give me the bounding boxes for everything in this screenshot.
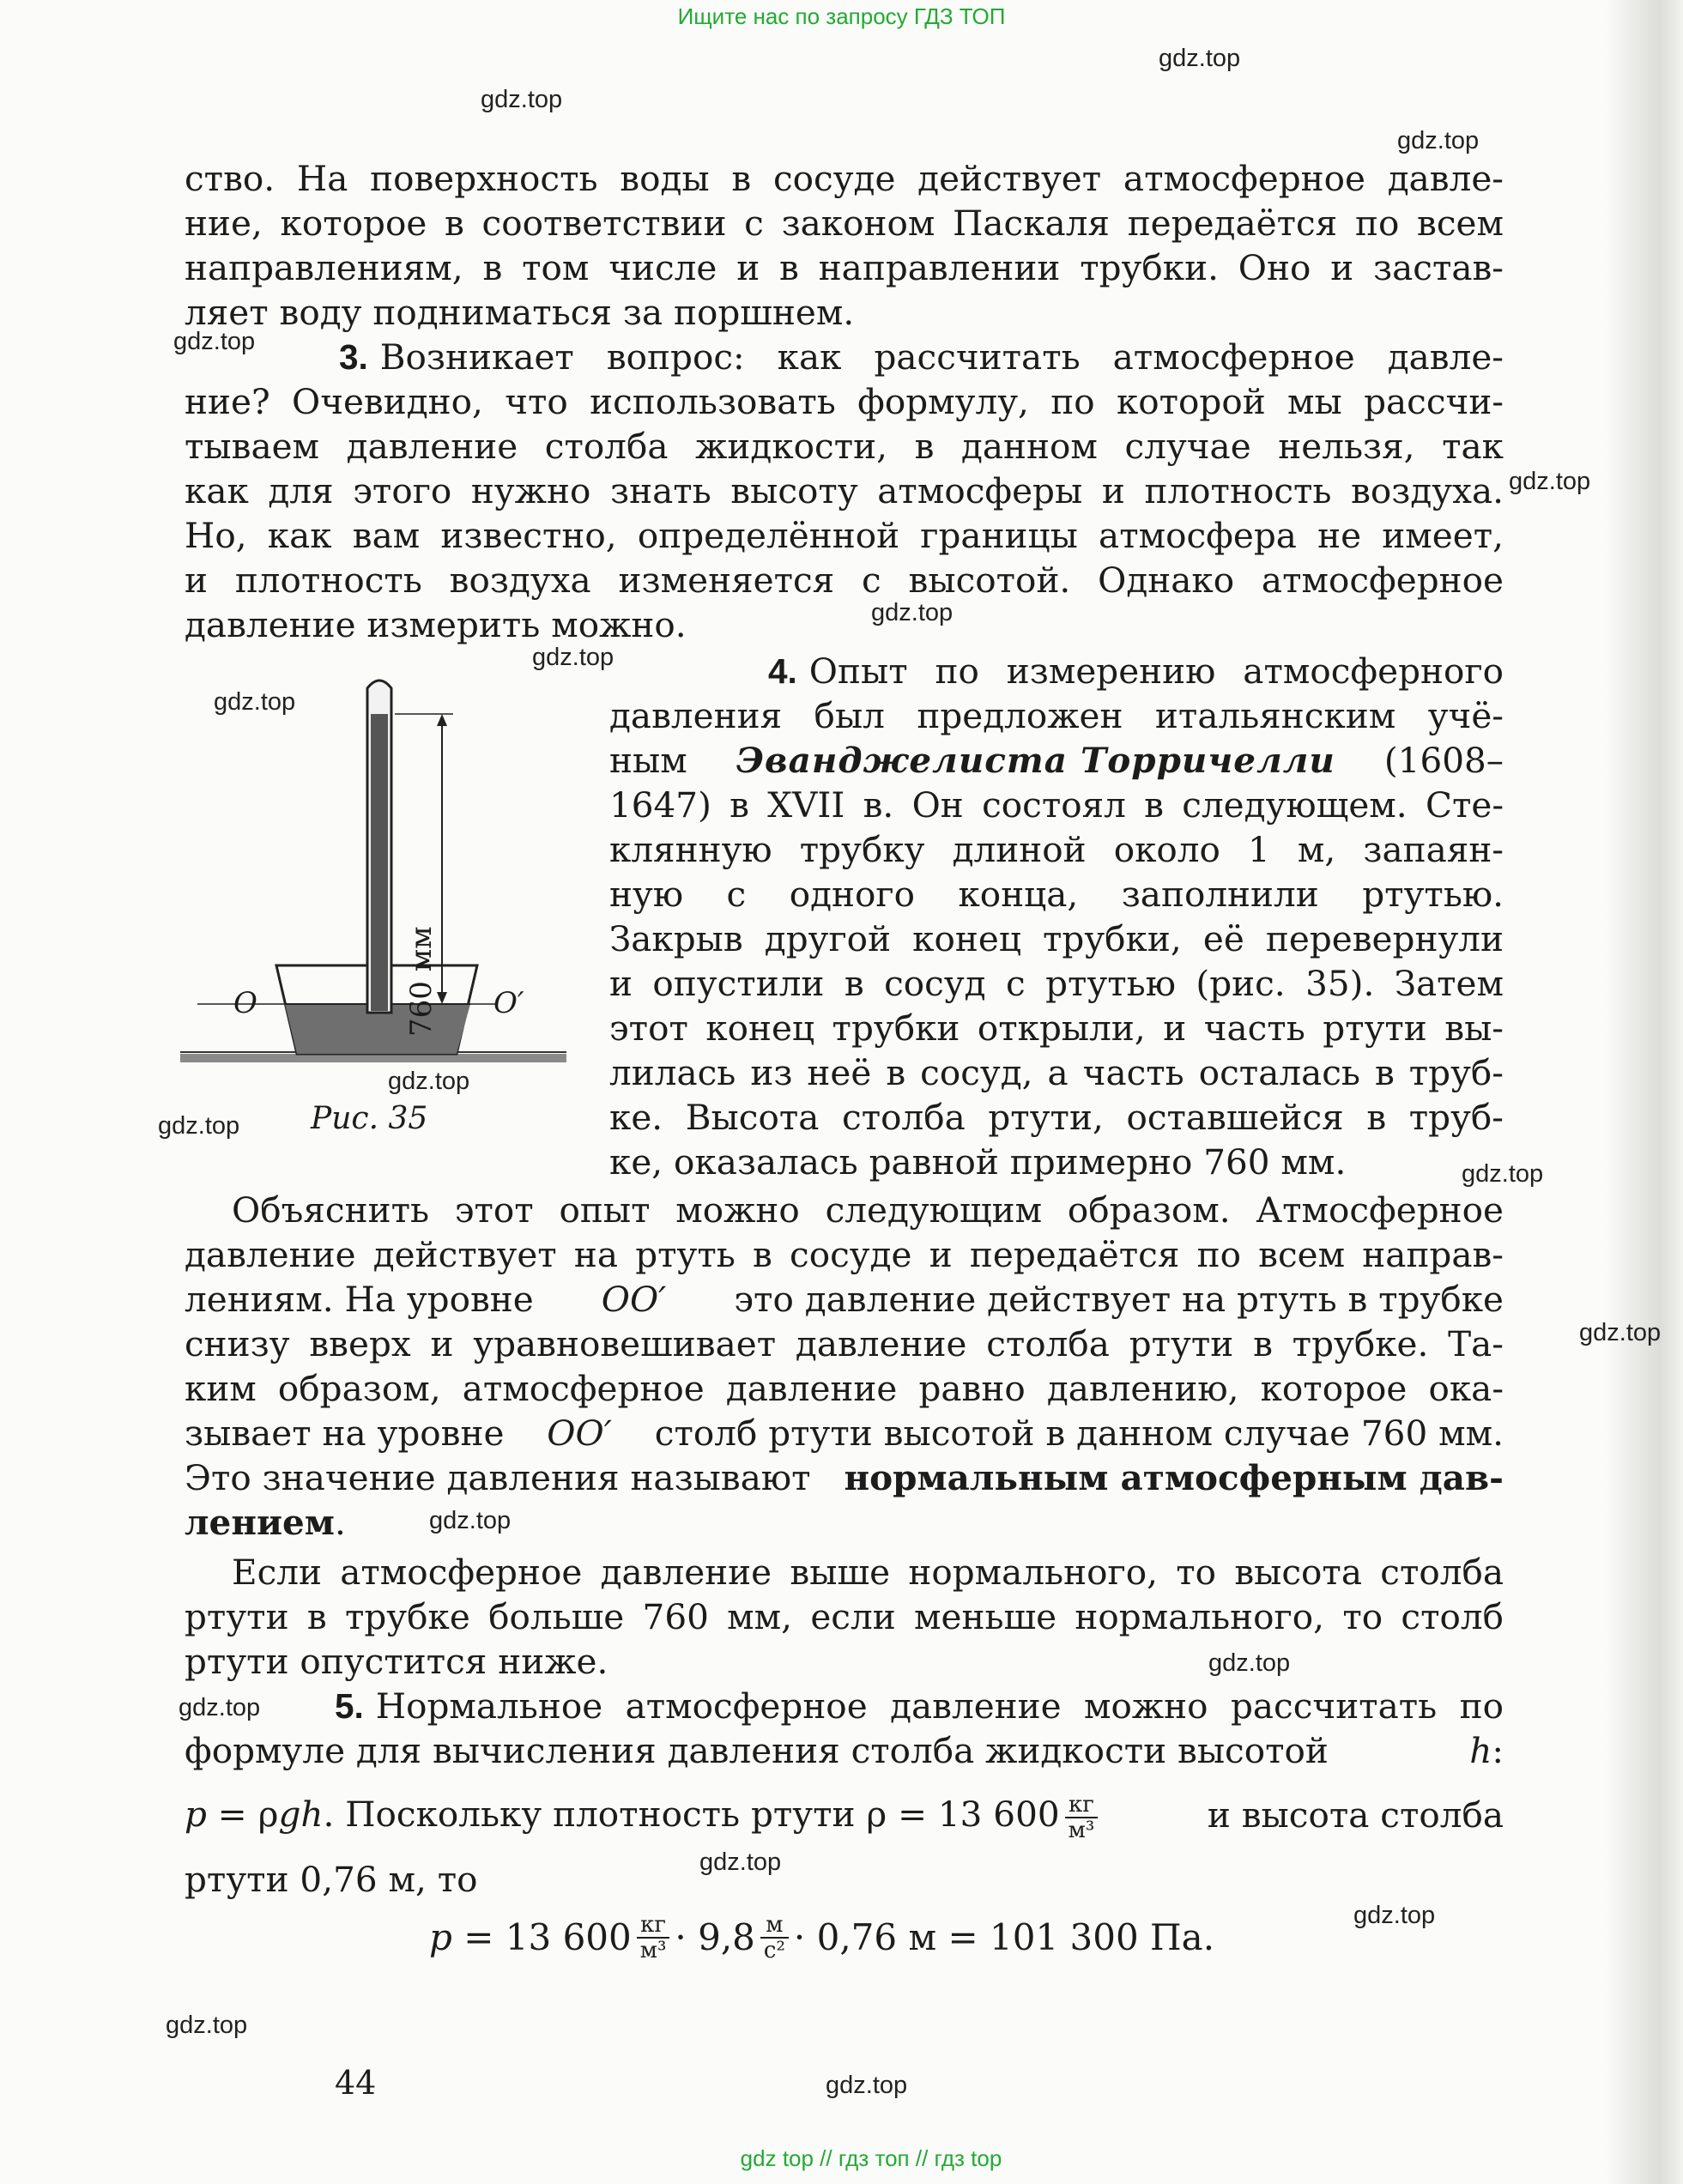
watermark: gdz.top: [1353, 1902, 1436, 1929]
text-line: Опыт по измерению атмосферного: [808, 650, 1504, 692]
section-number: 3.: [339, 337, 368, 377]
watermark: gdz.top: [388, 1068, 470, 1095]
watermark: gdz.top: [166, 2012, 248, 2039]
text-line: [185, 1788, 1504, 1842]
formula-part: · 0,76 м = 101 300 Па.: [793, 1916, 1215, 1958]
text-span: . Поскольку плотность ртути ρ = 13 600: [323, 1794, 1060, 1835]
watermark: gdz.top: [532, 644, 614, 671]
text-line: [185, 1728, 1504, 1773]
text-line: ке, оказалась равной примерно 760 мм.: [609, 1141, 1347, 1183]
text-line: [185, 1455, 1504, 1500]
unit-numerator: кг: [637, 1913, 670, 1939]
watermark: gdz.top: [699, 1848, 782, 1876]
variable-gh: gh: [278, 1794, 324, 1835]
text-line: [185, 1277, 1504, 1322]
watermark: gdz.top: [214, 688, 296, 716]
top-banner[interactable]: Ищите нас по запросу ГДЗ ТОП: [677, 3, 1006, 29]
text-line: тываем давление столба жидкости, в данном случае нельзя, так: [185, 426, 1504, 467]
mercury-column: [371, 714, 388, 1011]
text-span: (1608–: [1383, 740, 1504, 781]
text-line: 1647) в XVII в. Он состоял в следующем. Сте-: [609, 784, 1504, 826]
text-span: и высота столба: [1207, 1794, 1504, 1836]
term-bold: нормальным атмосферным дав-: [844, 1457, 1504, 1498]
level-label: OO′: [601, 1279, 667, 1320]
torricelli-figure: [180, 669, 566, 1073]
text-line: ртути опустится ниже.: [185, 1641, 608, 1682]
text-line: [185, 1411, 1504, 1455]
text-line: и плотность воздуха изменяется с высотой. Однако атмосферное: [185, 560, 1504, 601]
watermark: gdz.top: [481, 86, 563, 113]
paragraph-start: [335, 1684, 1504, 1728]
text-line: ким образом, атмосферное давление равно давлению, которое ока-: [185, 1368, 1504, 1409]
text-span: это давление действует на ртуть в трубке: [734, 1279, 1504, 1320]
unit-fraction: [1065, 1793, 1099, 1842]
variable-h: h: [1469, 1730, 1492, 1771]
unit-numerator: м: [760, 1913, 789, 1939]
text-line: ство. На поверхность воды в сосуде действует атмосферное давле-: [185, 158, 1504, 199]
text-line: ние? Очевидно, что использовать формулу, по которой мы рассчи-: [185, 381, 1504, 422]
unit-fraction: [760, 1913, 789, 1963]
label-o-prime: O′: [493, 986, 524, 1020]
text-line: давление действует на ртуть в сосуде и передаётся по всем направ-: [185, 1234, 1504, 1275]
unit-numerator: кг: [1065, 1793, 1099, 1818]
unit-denominator: м³: [639, 1938, 667, 1963]
page-edge-shadow: [1606, 0, 1683, 2184]
text-span: = ρ: [206, 1794, 279, 1835]
section-number: 5.: [335, 1686, 364, 1726]
watermark: gdz.top: [179, 1694, 261, 1721]
text-line: ную с одного конца, заполнили ртутью.: [609, 874, 1504, 915]
text-line: ртути 0,76 м, то: [185, 1859, 478, 1900]
text-line: Закрыв другой конец трубки, её перевернули: [609, 918, 1504, 959]
scientist-name: Эванджелиста Торричелли: [736, 740, 1335, 781]
text-line: ртути в трубке больше 760 мм, если меньше нормального, то столб: [185, 1596, 1504, 1637]
label-o: O: [233, 986, 257, 1020]
text-line: лилась из неё в сосуд, а часть осталась в труб-: [609, 1052, 1504, 1093]
text-line: ние, которое в соответствии с законом Паскаля передаётся по всем: [185, 203, 1504, 244]
text-line: Возникает вопрос: как рассчитать атмосферное давле-: [379, 336, 1504, 378]
formula-part: = 13 600: [451, 1916, 632, 1958]
text-line: [185, 1500, 346, 1545]
text-line: [609, 738, 1504, 783]
text-line: ке. Высота столба ртути, оставшейся в труб-: [609, 1097, 1504, 1138]
text-line: снизу вверх и уравновешивает давление столба ртути в трубке. Та-: [185, 1323, 1504, 1364]
text-span: столб ртути высотой в данном случае 760 мм.: [654, 1413, 1504, 1454]
variable-p: p: [185, 1794, 207, 1835]
text-line: давления был предложен итальянским учё-: [609, 695, 1504, 736]
watermark: gdz.top: [871, 599, 953, 626]
unit-denominator: с²: [763, 1938, 785, 1963]
text-span: .: [334, 1502, 346, 1543]
formula: [429, 1912, 1214, 1963]
text-line: ляет воду подниматься за поршнем.: [185, 292, 855, 333]
formula-part: · 9,8: [675, 1916, 755, 1958]
figure-caption: Рис. 35: [311, 1101, 428, 1136]
watermark: gdz.top: [1397, 127, 1480, 154]
unit-denominator: м³: [1068, 1817, 1095, 1843]
bottom-banner[interactable]: gdz top // гдз топ // гдз top: [740, 2145, 1002, 2171]
watermark: gdz.top: [1579, 1319, 1662, 1346]
text-line: этот конец трубки открыли, и часть ртути вы-: [609, 1007, 1504, 1049]
text-span: зывает на уровне: [185, 1413, 505, 1454]
section-number: 4.: [768, 651, 797, 691]
unit-fraction: [637, 1913, 670, 1963]
text-line: как для этого нужно знать высоту атмосферы и плотность воздуха.: [185, 470, 1504, 511]
watermark: gdz.top: [1462, 1160, 1544, 1188]
text-line: Но, как вам известно, определённой границы атмосфера не имеет,: [185, 515, 1504, 556]
text-span: лениям. На уровне: [185, 1279, 534, 1320]
text-span: формуле для вычисления давления столба жидкости высотой: [185, 1730, 1329, 1771]
text-line: Объяснить этот опыт можно следующим образом. Атмосферное: [232, 1189, 1504, 1231]
page-number: 44: [335, 2064, 377, 2102]
variable-p: p: [429, 1916, 452, 1958]
text-line: направлениям, в том числе и в направлении трубки. Оно и застав-: [185, 247, 1504, 288]
text-line: и опустили в сосуд с ртутью (рис. 35). Затем: [609, 963, 1504, 1004]
text-line: Если атмосферное давление выше нормального, то высота столба: [232, 1552, 1504, 1593]
height-label: 760 мм: [404, 926, 439, 1037]
text-span: Это значение давления называют: [185, 1457, 811, 1498]
watermark: gdz.top: [429, 1507, 512, 1534]
term-bold: лением: [185, 1502, 335, 1543]
watermark: gdz.top: [826, 2072, 908, 2099]
watermark: gdz.top: [1208, 1649, 1291, 1677]
text-span: :: [1492, 1730, 1504, 1771]
watermark: gdz.top: [173, 328, 256, 355]
paragraph-start: [768, 649, 1504, 693]
text-span: ным: [609, 740, 687, 781]
level-label: OO′: [547, 1413, 612, 1454]
watermark: gdz.top: [158, 1112, 240, 1140]
text-line: давление измерить можно.: [185, 604, 687, 645]
watermark: gdz.top: [1159, 45, 1241, 72]
watermark: gdz.top: [1509, 468, 1591, 495]
text-line: Нормальное атмосферное давление можно рассчитать по: [375, 1685, 1504, 1727]
text-line: клянную трубку длиной около 1 м, запаян-: [609, 829, 1504, 870]
paragraph-start: [339, 335, 1504, 379]
